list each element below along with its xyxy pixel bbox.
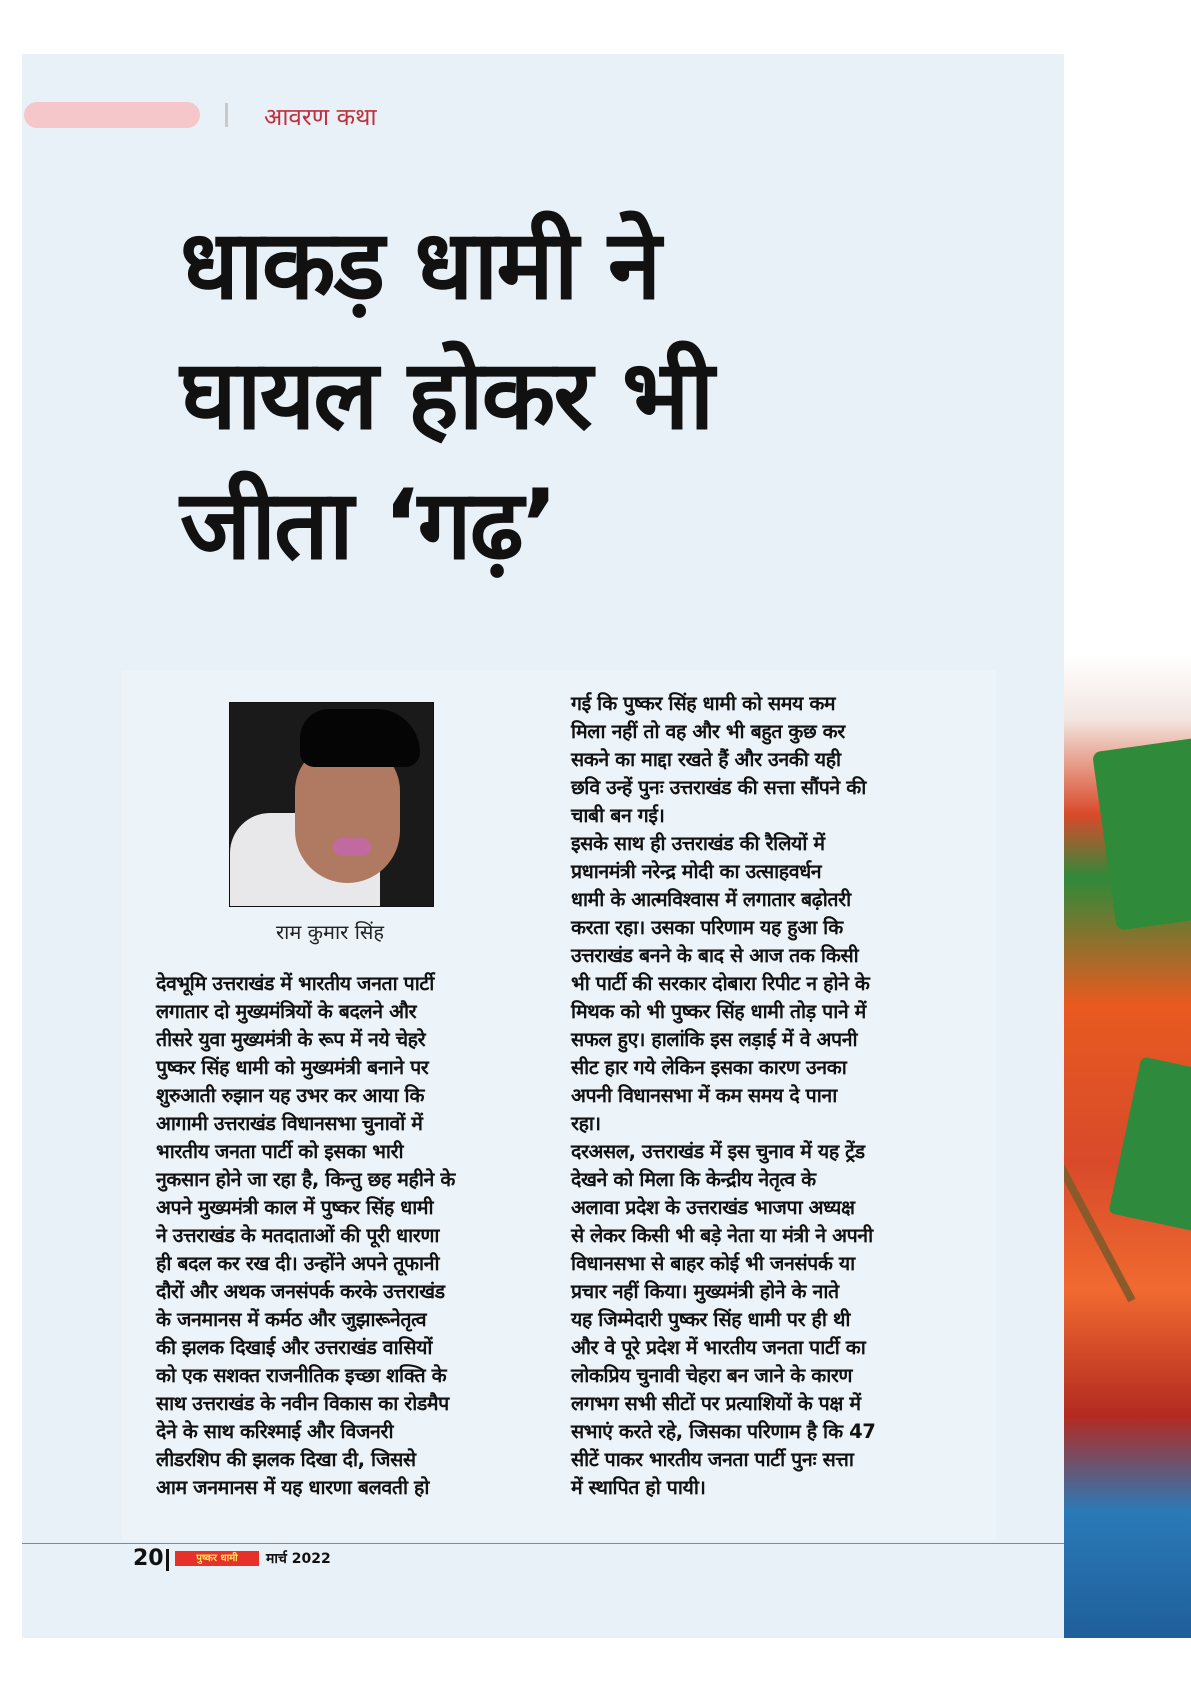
headline-line-3: जीता ‘गढ़’ (180, 469, 557, 581)
author-portrait-icon (229, 702, 434, 907)
section-divider (225, 103, 228, 127)
footer-rule (22, 1543, 1064, 1544)
page-number: 20 (133, 1546, 164, 1571)
portrait-mouth (333, 838, 371, 856)
section-label: आवरण कथा (264, 103, 377, 131)
footer-divider (166, 1549, 169, 1571)
section-pill (24, 102, 200, 128)
headline-line-1: धाकड़ धामी ने (180, 209, 660, 321)
article-column-left: देवभूमि उत्तराखंड में भारतीय जनता पार्टी लगातार दो मुख्यमंत्रियों के बदलने और तीसरे युवा मुख्यमंत्री के रूप में नये चेहरे पुष्कर सिंह धामी को मुख्यमंत्री बनाने पर शुरुआती रुझान यह उभर कर आया कि आगामी उत्तराखंड विधानसभा चुनावों में भारतीय जनता पार्टी को इसका भारी नुकसान होने जा रहा है, किन्तु छह महीने के अपने मुख्यमंत्री काल में पुष्कर सिंह धामी ने उत्तराखंड के मतदाताओं की पूरी धारणा ही बदल कर रख दी। उन्होंने अपने तूफानी दौरों और अथक जनसंपर्क करके उत्तराखंड के जनमानस में कर्मठ और जुझारूनेतृत्व की झलक दिखाई और उत्तराखंड वासियों को एक सशक्त राजनीतिक इच्छा शक्ति के साथ उत्तराखंड के नवीन विकास का रोडमैप देने के साथ करिश्माई और विजनरी लीडरशिप की झलक दिखा दी, जिससे आम जनमानस में यह धारणा बलवती हो (156, 972, 455, 1499)
author-caption: राम कुमार सिंह (276, 920, 385, 944)
headline (180, 200, 880, 590)
magazine-logo: पुष्कर धामी (175, 1551, 259, 1566)
flag-icon (1092, 737, 1191, 931)
issue-date: मार्च 2022 (266, 1551, 331, 1567)
headline-line-2: घायल होकर भी (180, 339, 713, 451)
article-column-right: गई कि पुष्कर सिंह धामी को समय कम मिला नहीं तो वह और भी बहुत कुछ कर सकने का माद्दा रखते हैं और उनकी यही छवि उन्हें पुनः उत्तराखंड की सत्ता सौंपने की चाबी बन गई। इसके साथ ही उत्तराखंड की रैलियों में प्रधानमंत्री नरेन्द्र मोदी का उत्साहवर्धन धामी के आत्मविश्वास में लगातार बढ़ोतरी करता रहा। उसका परिणाम यह हुआ कि उत्तराखंड बनने के बाद से आज तक किसी भी पार्टी की सरकार दोबारा रिपीट न होने के मिथक को भी पुष्कर सिंह धामी तोड़ पाने में सफल हुए। हालांकि इस लड़ाई में वे अपनी सीट हार गये लेकिन इसका कारण उनका अपनी विधानसभा में कम समय दे पाना रहा। दरअसल, उत्तराखंड में इस चुनाव में यह ट्रेंड देखने को मिला कि केन्द्रीय नेतृत्व के अलावा प्रदेश के उत्तराखंड भाजपा अध्यक्ष से लेकर किसी भी बड़े नेता या मंत्री ने अपनी विधानसभा से बाहर कोई भी जनसंपर्क या प्रचार नहीं किया। मुख्यमंत्री होने के नाते यह जिम्मेदारी पुष्कर सिंह धामी पर ही थी और वे पूरे प्रदेश में भारतीय जनता पार्टी का लोकप्रिय चुनावी चेहरा बन जाने के कारण लगभग सभी सीटों पर प्रत्याशियों के पक्ष में सभाएं करते रहे, जिसका परिणाम है कि 47 सीटें पाकर भारतीय जनता पार्टी पुनः सत्ता में स्थापित हो पायी। (571, 692, 876, 1499)
side-photo-flags (1064, 54, 1191, 1638)
flag-icon (1108, 1056, 1191, 1231)
portrait-hair (300, 709, 420, 767)
